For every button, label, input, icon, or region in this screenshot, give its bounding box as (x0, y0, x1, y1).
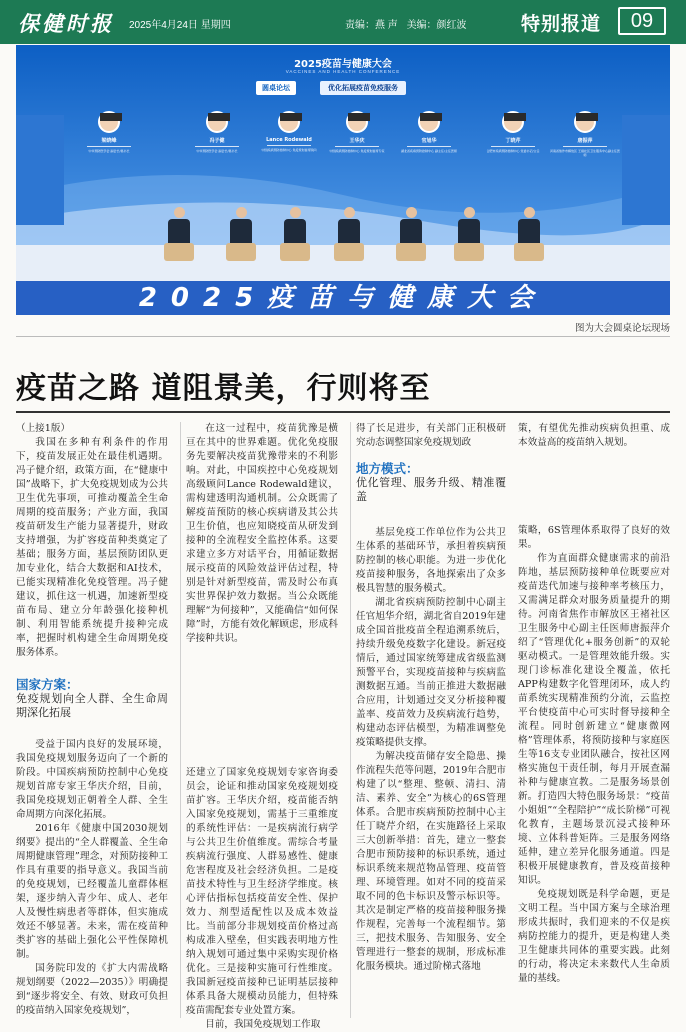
panelist-name: 王华庆 (349, 138, 365, 144)
seated-speaker (398, 207, 424, 265)
paragraph: 基层免疫工作单位作为公共卫生体系的基础环节，承担着疾病预防控制的核心职能。为进一步优化疫苗接种服务，各地探索出了众多极具智慧的服务模式。 (356, 527, 506, 594)
article-headline: 疫苗之路 道阻景美，行则将至 (16, 371, 431, 406)
panelist-name: Lance Rodewald (266, 137, 312, 143)
paragraph: 在这一过程中，疫苗犹豫是横亘在其中的世界难题。优化免疫服务先要解决疫苗犹豫带来的不利影响。对此，中国疾控中心免疫规划高级顾问Lance Rodewald建议，需构建透明沟通机制。公众既需了解疫苗预防的核心疾病谱及其公共卫生价值，也应知晓疫苗从研发到接种的全流程安全监控体系。这要求建立多方对话平台，用循证数据展示疫苗的风险效益评估过程，特别是针对新型疫苗，需及时公布真实世界保护效力数据。当公众既能理解“为何接种”，又能确信“如何保障”时，方能有效化解顾虑，形成科学接种共识。 (186, 423, 338, 644)
panelist-org: 湖北省疾病预防控制中心 副主任/主任医师 (401, 149, 457, 153)
panelist-portrait (418, 111, 440, 133)
paragraph: 为解决疫苗储存安全隐患、操作流程失范等问题，2019年合肥市构建了以“整理、整顿、清扫、清洁、素养、安全”为核心的6S管理体系。合肥市疾病预防控制中心主任丁晓芹介绍，在实施路径上采取三大创新举措：首先，建立一整套合肥市预防接种的标识系统，通过标识系统来规范物品管理、疫苗管理、环境管理。如对不同的疫苗采取不同的色卡标识及警示标识等。其次是制定严格的疫苗接种服务操作规程，完善每一个流程细节。第三，把技术服务、告知服务、安全管理进行一整套的规制，形成标准化服务模块。通过阶梯式落地 (356, 751, 506, 972)
paragraph: 国务院印发的《扩大内需战略规划纲要（2022—2035）》明确提到“逐步将安全、有效、财政可负担的疫苗纳入国家免疫规划”， (16, 963, 168, 1016)
panelist-org: 中国疾病预防控制中心 免疫规划首席顾问 (261, 148, 317, 152)
panelist-org: 中国疾病预防控制中心 免疫规划首席专家 (329, 149, 385, 153)
paragraph: 策略，6S管理体系取得了良好的效果。 (518, 525, 670, 550)
panelist-card (322, 111, 392, 153)
conference-photo (16, 45, 670, 315)
editor-name: 责编：燕 声 (345, 20, 398, 31)
panelist-card (182, 111, 252, 153)
panelist-card (478, 111, 548, 153)
panelist-portrait (278, 111, 300, 133)
seated-speaker (282, 207, 308, 265)
panelist-portrait (574, 111, 596, 133)
divider (16, 336, 670, 337)
paragraph: 2016年《健康中国2030规划纲要》提出的“全人群覆盖、全生命周期健康管理”理念，对预防接种工作具有重要的指导意义。我国当前的免疫规划，已经覆盖儿童群体框架，逐步纳入青少年、成人、老年人及慢性病患者等群体，但实施成效还不够显著。未来，需在疫苗种类扩容的基础上强化公平性保障机制。 (16, 823, 168, 960)
editor-credits (345, 16, 473, 31)
event-title: 2025疫苗与健康大会 (294, 59, 392, 70)
subhead-title: 国家方案： (16, 677, 79, 692)
article-column-2 (186, 422, 338, 1032)
seated-speaker (516, 207, 542, 265)
paragraph: 湖北省疾病预防控制中心副主任官旭华介绍，湖北省自2019年建成全国首批疫苗全程追溯系统后，持续升级免疫数字化建设。新冠疫情后，通过国家统筹建成省级监测预警平台，实现疫苗接种与疾病监测数据互通。当前正推进大数据融合应用，计划通过交叉分析接种覆盖率、疫苗效力及疾病流行趋势，构建动态评估模型，为精准调整免疫策略提供支撑。 (356, 597, 506, 748)
article-column-3 (356, 422, 506, 974)
panelist-portrait (206, 111, 228, 133)
paragraph: 目前，我国免疫规划工作取 (205, 1019, 321, 1030)
panelist-card (254, 111, 324, 152)
paragraph: 作为直面群众健康需求的前沿阵地，基层预防接种单位既要应对疫苗迭代加速与接种率考核压力，又需满足群众对服务质量提升的期待。河南省焦作市解放区王褚社区卫生服务中心副主任医师唐振萍介绍了“管理优化+服务创新”的双轮驱动模式。一是管理效能升级。实现门诊标准化建设全覆盖，依托APP构建数字化管理闭环，成人约苗系统实现精准预约分流，云监控平台使疫苗中心可实时督导接种全流程。同时创新建立“健康微网格”管理体系，将预防接种与家庭医生等16支专业团队融合，按社区网格实施包干责任制，每月开展查漏补种与健康宣教。二是服务场景创新。打造四大特色服务场景：“疫苗小姐姐”“全程陪护”“成长阶梯”可视化教育，主题场景沉浸式接种环境、立体科普矩阵。三是服务网络延伸，建立差异化服务通道。四是积极开展健康教育，普及疫苗接种知识。 (518, 553, 670, 886)
panelist-org: 中华预防医学会 副会长/秘书长 (196, 149, 238, 153)
panelist-card (550, 111, 620, 157)
paragraph: 还建立了国家免疫规划专家咨询委员会，论证和推动国家免疫规划疫苗扩容。王华庆介绍，疫苗能否纳入国家免疫规划，需基于三重维度的系统性评估：一是疾病流行病学与公共卫生价值维度。需综合考量疾病流行强度、人群易感性、健康危害程度及社会经济负担。二是疫苗技术特性与卫生经济学维度。核心评估指标包括疫苗安全性、保护效力、剂型适配性以及成本效益比。当前部分非规划疫苗价格过高构成准入壁垒，但实践表明地方性纳入规划可通过集中采购实现价格优化。三是接种实施可行性维度。我国新冠疫苗接种已证明基层接种体系具备大规模动员能力，但特殊疫苗需配套专业处置方案。 (186, 767, 338, 1016)
panelist-org: 河南省焦作市解放区 王褚社区卫生服务中心副主任医师 (550, 149, 620, 157)
panelist-portrait (346, 111, 368, 133)
side-screen-right (622, 115, 670, 225)
forum-topic: 优化拓展疫苗免疫服务 (320, 81, 406, 95)
article-column-4 (518, 422, 670, 986)
paragraph: 策，有望优先推动疾病负担重、成本效益高的疫苗纳入规划。 (518, 423, 670, 448)
panelist-name: 官旭华 (421, 138, 437, 144)
panelist-name: 冯子健 (209, 138, 225, 144)
panelist-portrait (98, 111, 120, 133)
panelist-portrait (502, 111, 524, 133)
event-banner: 2025疫苗与健康大会 (16, 281, 670, 315)
photo-caption: 图为大会圆桌论坛现场 (574, 323, 670, 334)
seated-speaker (228, 207, 254, 265)
seated-speaker (336, 207, 362, 265)
subhead-desc: 优化管理、服务升级、精准覆盖 (356, 476, 506, 503)
forum-tag: 圆桌论坛 (256, 81, 296, 95)
subhead-title: 地方模式： (356, 461, 419, 476)
subhead-desc: 免疫规划向全人群、全生命周期深化拓展 (16, 692, 168, 719)
seated-speaker (456, 207, 482, 265)
side-screen-left (16, 115, 64, 225)
column-separator (180, 422, 181, 1018)
paragraph: 受益于国内良好的发展环境，我国免疫规划服务迈向了一个新的阶段。中国疾病预防控制中心免疫规划首席专家王华庆介绍，目前，我国免疫规划正朝着全人群、全生命周期方向深化拓展。 (16, 739, 168, 820)
designer-name: 美编：颜红波 (406, 20, 467, 31)
paragraph: 得了长足进步，有关部门正积极研究动态调整国家免疫规划政 (356, 423, 506, 448)
section-name: 特别报道 (521, 13, 602, 35)
panelist-card (394, 111, 464, 153)
paragraph: 免疫规划既是科学命题，更是文明工程。当中国方案与全球治理形成共振时，我们迎来的不仅是疾病防控能力的提升，更是构建人类卫生健康共同体的重要实践。此刻的行动，将决定未来数代人生命质量的基线。 (518, 889, 670, 984)
panelist-name: 丁晓芹 (505, 138, 521, 144)
paragraph: 我国在多种有利条件的作用下，疫苗发展正处在最佳机遇期。冯子健介绍，政策方面，在“健康中国”战略下，扩大免疫规划成为公共卫生优先事项，可推动覆盖全生命周期的疫苗服务；产业方面，我国疫苗研发生产能力显著提升，财政支持增强，为扩容疫苗种类奠定了基础；服务方面，基层预防团队更加专业化，结合大数据和AI技术，已能实现精准化免疫管理。冯子健建议，抓住这一机遇，加速新型疫苗布局、建立分年龄强化接种机制、利用智能系统提升接种完成率，把握时机构建全生命周期免疫服务体系。 (16, 437, 168, 658)
seated-speaker (166, 207, 192, 265)
event-subtitle: VACCINES AND HEALTH CONFERENCE (285, 69, 401, 74)
continuation-note: （上接1版） (16, 423, 71, 434)
masthead (0, 0, 686, 44)
publication-date: 2025年4月24日 星期四 (129, 20, 231, 31)
paper-name: 保健时报 (18, 11, 114, 36)
panelist-org: 合肥市疾病预防控制中心 党委书记/主任 (486, 149, 540, 153)
page-number: 09 (618, 7, 666, 35)
article-column-1 (16, 422, 168, 1018)
panelist-org: 中华预防医学会 副会长/秘书长 (88, 149, 130, 153)
column-separator (350, 422, 351, 1018)
divider (16, 411, 670, 413)
panelist-name: 梁晓峰 (101, 138, 117, 144)
panelist-card (74, 111, 144, 153)
panelist-name: 唐振萍 (577, 138, 593, 144)
